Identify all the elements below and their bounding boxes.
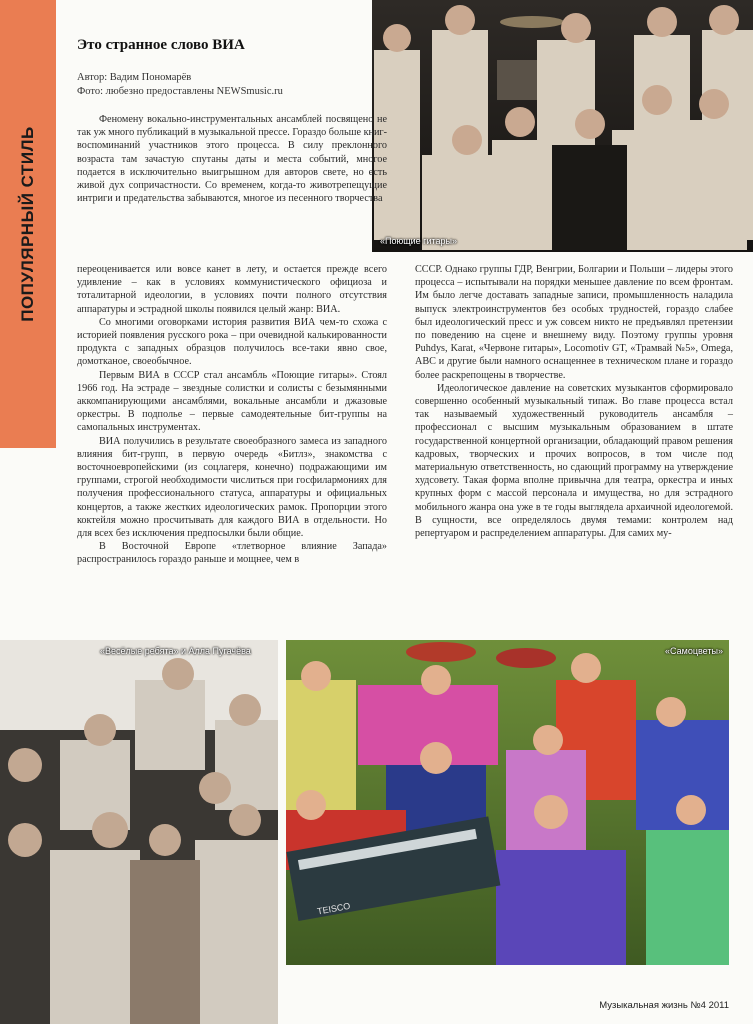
paragraph: Идеологическое давление на советских музыкантов сформировало совершенно особенный музыкальный типаж. Во главе процесса встал так называемый художественный руководитель ансамбля – профессионал с высшим музыкальным образованием в штате государственной концертной организации, обладающий правом решения кадровых, творческих и прочих вопросов, в том числе под материальную ответственность, но сдающий программу на утверждение худсовету. Такая форма вполне привычна для театра, оркестра и иных крупных форм с массой персонала и имущества, но для эстрадного мобильного жанра она уже в те годы выглядела архаичной идеологемой. В сущности, все определялось двумя темами: контролем над репертуаром и распределением аппаратуры. Для самих му- (415, 382, 733, 540)
paragraph: переоценивается или вовсе канет в лету, и остается прежде всего удивление – как в условиях коммунистического официоза и тоталитарной идеологии, в условиях почти полного отсутствия аппаратуры и эстрадной школы появился целый жанр: ВИА. (77, 264, 387, 315)
column-right (415, 263, 733, 540)
footer-issue: Музыкальная жизнь №4 2011 (599, 1000, 729, 1011)
paragraph: ВИА получились в результате своеобразного замеса из западного влияния бит-групп, в первую очередь «Битлз», знакомства с восточноевропейскими (из соцлагеря, конечно) подражающими им группами, строгой необходимости числиться при госфилармониях для получения профессионального статуса, аппаратуры и официальных концертов, а также жестких идеологических рамок. Пропорции этого коктейля можно просчитывать для каждого ВИА в отдельности. Но для всех без исключения предпосылки были общие. (77, 435, 387, 540)
paragraph: В Восточной Европе «тлетворное влияние Запада» распространилось гораздо раньше и мощнее, чем в (77, 541, 387, 566)
column-1-top (77, 113, 387, 205)
photo-poyushchie-gitary (372, 0, 753, 252)
keyboard-brand-label: TEISCO (316, 900, 352, 917)
paragraph: СССР. Однако группы ГДР, Венгрии, Болгарии и Польши – лидеры этого процесса – испытывали на порядки меньшее давление по всем фронтам. Им было легче доставать западные записи, промышленность наладила выпуск электроинструментов без особых трудностей, гораздо слабее был идеологический пресс и уж совсем никто не предъявлял претензии по поведению на сцене и внешнему виду. Поэтому группы уровня Puhdys, Karat, «Червоне гитары», Locomotiv GT, «Трамвай №5», Omega, ABC и другие были намного оснащеннее в техническом плане и гораздо более раскрепощены в творчестве. (415, 264, 733, 381)
column-left (77, 263, 387, 567)
article-title: Это странное слово ВИА (77, 37, 245, 53)
photo-samotsvety (286, 640, 729, 965)
section-label-wrap (0, 0, 56, 448)
paragraph: Со многими оговорками история развития ВИА чем-то схожа с историей появления русского рока – при очевидной калькированности продукта с западных образцов получилось все-таки явно свое, домотканое, своеобычное. (77, 316, 387, 368)
caption-top-photo: «Поющие гитары» (380, 236, 457, 246)
author-line: Автор: Вадим Пономарёв (77, 72, 192, 83)
article-credits (77, 71, 283, 99)
caption-bottom-right-photo: «Самоцветы» (665, 646, 723, 656)
section-label: ПОПУЛЯРНЫЙ СТИЛЬ (18, 126, 38, 322)
photo-credit-line: Фото: любезно предоставлены NEWSmusic.ru (77, 86, 283, 97)
photo-veselye-rebyata (0, 640, 278, 1024)
paragraph: Феномену вокально-инструментальных ансамблей посвящено не так уж много публикаций в музыкальной прессе. Гораздо больше книг-воспоминаний участников этого процесса. В силу преклонного возраста там зачастую спутаны даты и места событий, многое подается в исключительно выигрышном для авторов свете, но есть живой дух сопричастности. Со временем, когда-то животрепещущие интриги и предательства забываются, многое из песенного творчества (77, 114, 387, 205)
paragraph: Первым ВИА в СССР стал ансамбль «Поющие гитары». Стоял 1966 год. На эстраде – звездные солистки и солисты с безымянными аккомпанирующими ансамблями, вокальные ансамбли и джазовые оркестры. В подполье – первые самодеятельные бит-группы на самопальных инструментах. (77, 369, 387, 434)
caption-bottom-left-photo: «Весёлые ребята» и Алла Пугачёва (100, 646, 251, 656)
